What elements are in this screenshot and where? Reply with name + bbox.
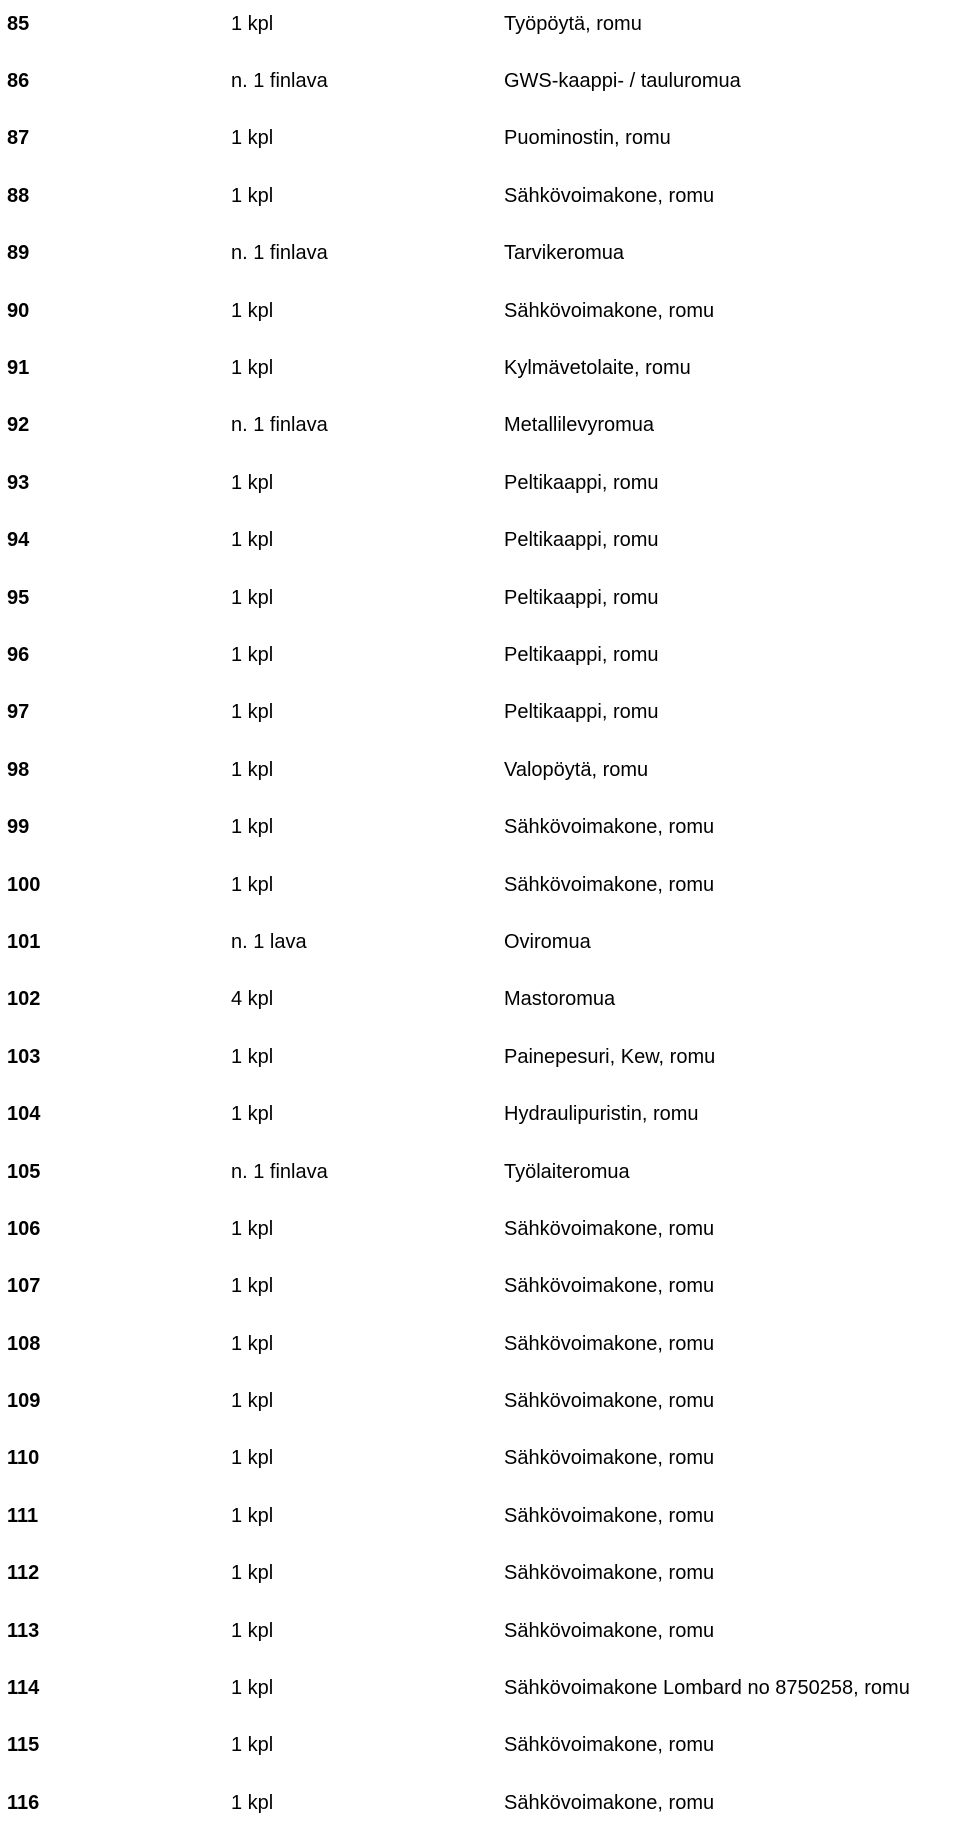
item-quantity: 1 kpl: [231, 12, 274, 35]
item-description: Peltikaappi, romu: [504, 529, 659, 552]
item-description: Peltikaappi, romu: [504, 643, 659, 666]
item-number: 113: [7, 1619, 40, 1642]
item-description: Mastoromua: [504, 988, 616, 1011]
list-item: [7, 225, 957, 282]
item-description: Sähkövoimakone, romu: [504, 1390, 715, 1413]
item-number: 89: [7, 242, 30, 265]
item-number: 108: [7, 1332, 41, 1355]
item-description: Peltikaappi, romu: [504, 586, 659, 609]
item-description: Oviromua: [504, 930, 591, 953]
item-description: Työpöytä, romu: [504, 12, 642, 35]
item-description: Hydraulipuristin, romu: [504, 1103, 699, 1126]
list-item: [7, 1143, 957, 1200]
item-number: 104: [7, 1103, 41, 1126]
item-description: Valopöytä, romu: [504, 758, 649, 781]
list-item: [7, 1717, 957, 1774]
item-quantity: 1 kpl: [231, 1677, 274, 1700]
item-description: Sähkövoimakone, romu: [504, 184, 715, 207]
item-number: 115: [7, 1734, 40, 1757]
item-description: Työlaiteromua: [504, 1160, 630, 1183]
list-item: [7, 856, 957, 913]
list-item: [7, 913, 957, 970]
list-item: [7, 971, 957, 1028]
item-quantity: 1 kpl: [231, 701, 274, 724]
item-quantity: 1 kpl: [231, 529, 274, 552]
item-quantity: 1 kpl: [231, 758, 274, 781]
list-item: [7, 1659, 957, 1716]
item-quantity: 1 kpl: [231, 471, 274, 494]
list-item: [7, 454, 957, 511]
item-quantity: 1 kpl: [231, 1275, 274, 1298]
item-number: 90: [7, 299, 30, 322]
list-item: [7, 741, 957, 798]
list-item: [7, 1085, 957, 1142]
item-number: 92: [7, 414, 30, 437]
item-description: Sähkövoimakone, romu: [504, 1217, 715, 1240]
item-number: 95: [7, 586, 30, 609]
list-item: [7, 1545, 957, 1602]
item-quantity: n. 1 finlava: [231, 414, 328, 437]
list-item: [7, 798, 957, 855]
list-item: [7, 52, 957, 109]
item-description: Metallilevyromua: [504, 414, 655, 437]
item-quantity: 1 kpl: [231, 1045, 274, 1068]
item-quantity: 1 kpl: [231, 1103, 274, 1126]
item-number: 93: [7, 471, 30, 494]
item-description: Sähkövoimakone, romu: [504, 299, 715, 322]
item-description: Sähkövoimakone, romu: [504, 1504, 715, 1527]
item-quantity: 1 kpl: [231, 184, 274, 207]
item-number: 85: [7, 12, 30, 35]
item-number: 114: [7, 1677, 40, 1700]
item-description: Peltikaappi, romu: [504, 471, 659, 494]
list-item: [7, 167, 957, 224]
item-number: 109: [7, 1390, 41, 1413]
item-number: 103: [7, 1045, 41, 1068]
item-description: Sähkövoimakone Lombard no 8750258, romu: [504, 1677, 910, 1700]
list-item: [7, 1200, 957, 1257]
item-quantity: 1 kpl: [231, 1504, 274, 1527]
item-quantity: 1 kpl: [231, 816, 274, 839]
item-quantity: 1 kpl: [231, 1791, 274, 1814]
list-item: [7, 569, 957, 626]
item-quantity: 1 kpl: [231, 1619, 274, 1642]
item-description: Sähkövoimakone, romu: [504, 1619, 715, 1642]
list-item: [7, 1372, 957, 1429]
item-quantity: 1 kpl: [231, 1562, 274, 1585]
item-description: Sähkövoimakone, romu: [504, 816, 715, 839]
item-quantity: 1 kpl: [231, 1390, 274, 1413]
item-description: Sähkövoimakone, romu: [504, 1447, 715, 1470]
list-item: [7, 282, 957, 339]
item-description: GWS-kaappi- / tauluromua: [504, 70, 741, 93]
list-item: [7, 512, 957, 569]
list-item: [7, 1487, 957, 1544]
item-number: 94: [7, 529, 30, 552]
item-description: Peltikaappi, romu: [504, 701, 659, 724]
list-item: [7, 110, 957, 167]
item-quantity: 1 kpl: [231, 1734, 274, 1757]
item-number: 101: [7, 930, 41, 953]
list-item: [7, 1258, 957, 1315]
item-quantity: 1 kpl: [231, 299, 274, 322]
item-number: 106: [7, 1217, 41, 1240]
item-description: Sähkövoimakone, romu: [504, 1275, 715, 1298]
item-description: Painepesuri, Kew, romu: [504, 1045, 716, 1068]
item-quantity: n. 1 lava: [231, 930, 307, 953]
list-item: [7, 1774, 957, 1831]
item-description: Sähkövoimakone, romu: [504, 1332, 715, 1355]
item-quantity: 4 kpl: [231, 988, 274, 1011]
item-number: 91: [7, 357, 30, 380]
list-item: [7, 1315, 957, 1372]
item-quantity: 1 kpl: [231, 873, 274, 896]
item-quantity: 1 kpl: [231, 357, 274, 380]
item-number: 105: [7, 1160, 41, 1183]
item-description: Sähkövoimakone, romu: [504, 1791, 715, 1814]
list-item: [7, 397, 957, 454]
item-description: Sähkövoimakone, romu: [504, 1734, 715, 1757]
item-number: 110: [7, 1447, 40, 1470]
item-quantity: 1 kpl: [231, 643, 274, 666]
item-number: 86: [7, 70, 30, 93]
item-quantity: n. 1 finlava: [231, 1160, 328, 1183]
item-number: 116: [7, 1791, 40, 1814]
item-number: 98: [7, 758, 30, 781]
item-list: [7, 0, 957, 1832]
item-number: 112: [7, 1562, 40, 1585]
item-number: 88: [7, 184, 30, 207]
item-number: 100: [7, 873, 41, 896]
item-quantity: 1 kpl: [231, 1217, 274, 1240]
item-description: Puominostin, romu: [504, 127, 671, 150]
list-item: [7, 1602, 957, 1659]
item-quantity: 1 kpl: [231, 1332, 274, 1355]
list-item: [7, 684, 957, 741]
item-number: 87: [7, 127, 30, 150]
item-quantity: 1 kpl: [231, 127, 274, 150]
item-number: 99: [7, 816, 30, 839]
list-item: [7, 626, 957, 683]
list-item: [7, 1430, 957, 1487]
item-quantity: n. 1 finlava: [231, 70, 328, 93]
list-item: [7, 339, 957, 396]
item-quantity: 1 kpl: [231, 586, 274, 609]
item-number: 102: [7, 988, 41, 1011]
item-number: 96: [7, 643, 30, 666]
item-number: 107: [7, 1275, 41, 1298]
list-item: [7, 0, 957, 52]
item-quantity: 1 kpl: [231, 1447, 274, 1470]
item-description: Sähkövoimakone, romu: [504, 873, 715, 896]
item-description: Tarvikeromua: [504, 242, 625, 265]
item-number: 111: [7, 1504, 39, 1527]
item-description: Kylmävetolaite, romu: [504, 357, 691, 380]
list-item: [7, 1028, 957, 1085]
item-description: Sähkövoimakone, romu: [504, 1562, 715, 1585]
item-quantity: n. 1 finlava: [231, 242, 328, 265]
item-number: 97: [7, 701, 30, 724]
